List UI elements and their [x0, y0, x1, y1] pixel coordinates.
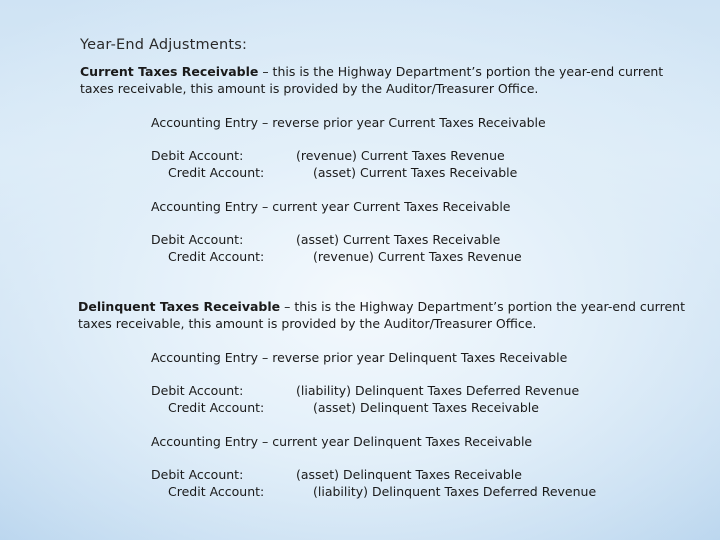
credit-value: (asset) Current Taxes Receivable	[313, 165, 518, 180]
page-title: Year-End Adjustments:	[80, 37, 248, 53]
section-description: – this is the Highway Department’s portion the year-end current taxes receivable, this amount is provided by the Auditor/Treasurer Office.	[80, 64, 664, 96]
debit-value: (asset) Delinquent Taxes Receivable	[296, 467, 522, 482]
debit-label: Debit Account:	[151, 383, 244, 398]
debit-label: Debit Account:	[151, 467, 244, 482]
section-heading: Current Taxes Receivable	[80, 64, 259, 79]
section-delinquent-taxes	[78, 298, 688, 332]
section-description: – this is the Highway Department’s portion the year-end current taxes receivable, this amount is provided by the Auditor/Treasurer Office.	[78, 299, 685, 331]
section-heading: Delinquent Taxes Receivable	[78, 299, 281, 314]
credit-value: (revenue) Current Taxes Revenue	[313, 249, 522, 264]
debit-value: (revenue) Current Taxes Revenue	[296, 148, 505, 163]
entry-title: Accounting Entry – reverse prior year Current Taxes Receivable	[151, 115, 546, 130]
entry-title: Accounting Entry – reverse prior year Delinquent Taxes Receivable	[151, 350, 568, 365]
debit-label: Debit Account:	[151, 148, 244, 163]
debit-value: (asset) Current Taxes Receivable	[296, 232, 501, 247]
credit-label: Credit Account:	[168, 484, 265, 499]
entry-title: Accounting Entry – current year Delinquent Taxes Receivable	[151, 434, 533, 449]
credit-label: Credit Account:	[168, 165, 265, 180]
entry-title: Accounting Entry – current year Current Taxes Receivable	[151, 199, 511, 214]
credit-value: (liability) Delinquent Taxes Deferred Revenue	[313, 484, 597, 499]
section-current-taxes	[80, 63, 690, 97]
credit-value: (asset) Delinquent Taxes Receivable	[313, 400, 539, 415]
credit-label: Credit Account:	[168, 400, 265, 415]
debit-value: (liability) Delinquent Taxes Deferred Revenue	[296, 383, 580, 398]
debit-label: Debit Account:	[151, 232, 244, 247]
credit-label: Credit Account:	[168, 249, 265, 264]
